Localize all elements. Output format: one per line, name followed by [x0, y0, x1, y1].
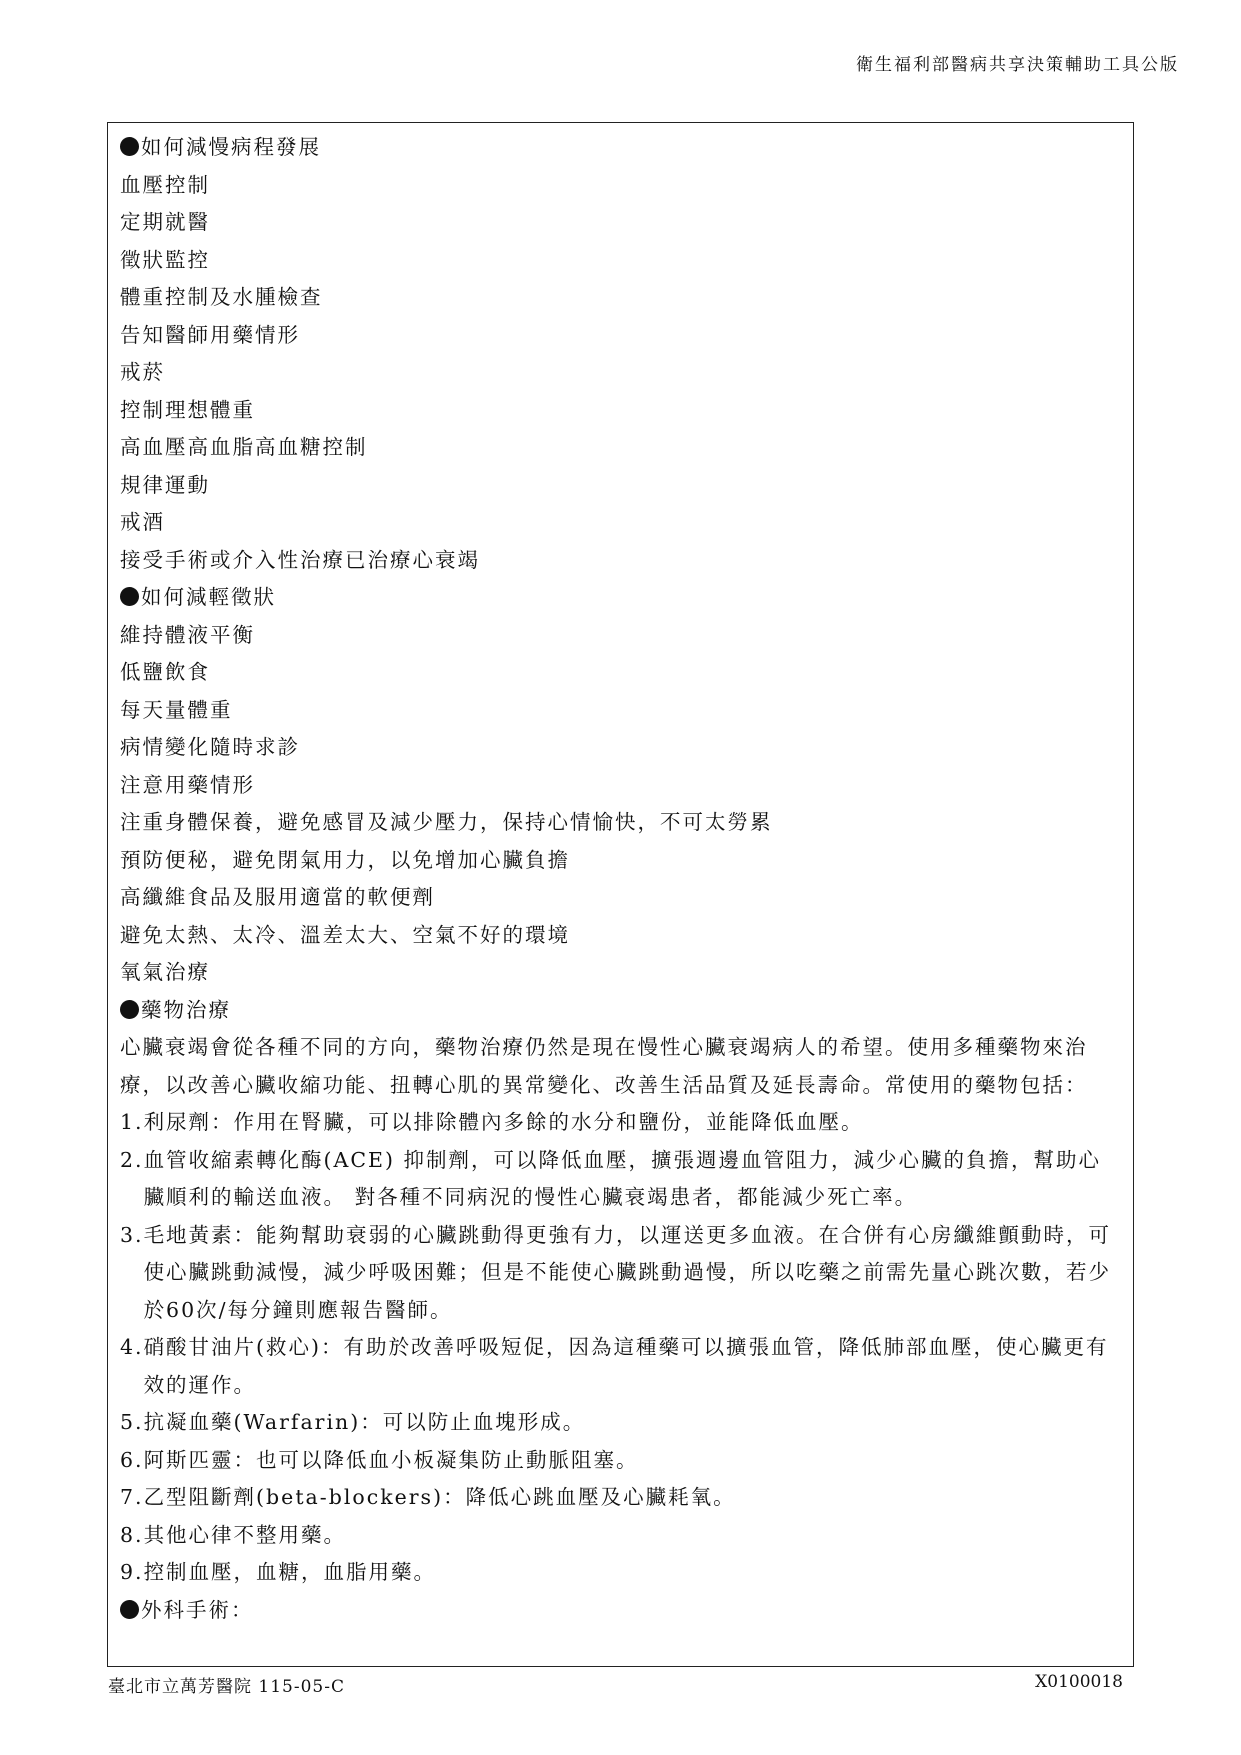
list-item: 徵狀監控 [120, 247, 210, 272]
medication-item [120, 1104, 1119, 1142]
list-item: 規律運動 [120, 472, 210, 497]
section-heading-medication: 藥物治療 [120, 992, 1119, 1030]
slow-progression-list [120, 167, 1119, 580]
medication-item [120, 1404, 1119, 1442]
medication-item [120, 1442, 1119, 1480]
list-item: 高血壓高血脂高血糖控制 [120, 435, 368, 459]
medication-item [120, 1479, 1119, 1517]
section-heading-slow-progression: 如何減慢病程發展 [120, 129, 1119, 167]
list-item: 血壓控制 [120, 172, 210, 197]
list-item: 每天量體重 [120, 697, 233, 722]
item-text: 其他心律不整用藥。 [143, 1522, 347, 1547]
list-item: 戒酒 [120, 510, 165, 534]
list-item: 維持體液平衡 [120, 622, 255, 647]
medication-item [120, 1142, 1119, 1217]
list-item: 控制理想體重 [120, 397, 255, 422]
item-text: 控制血壓，血糖，血脂用藥。 [143, 1560, 437, 1584]
list-item: 戒菸 [120, 360, 165, 384]
item-text: 硝酸甘油片(救心)：有助於改善呼吸短促，因為這種藥可以擴張血管，降低肺部血壓，使心臟更有效的運作。 [143, 1335, 1109, 1397]
list-item: 定期就醫 [120, 210, 210, 234]
reduce-symptoms-list [120, 617, 1119, 992]
list-item: 注重身體保養，避免感冒及減少壓力，保持心情愉快，不可太勞累 [120, 810, 773, 834]
bullet-icon [120, 1600, 139, 1619]
medication-item [120, 1329, 1119, 1404]
item-number: 4. [120, 1335, 144, 1359]
item-number: 1. [120, 1110, 144, 1134]
content-body [120, 129, 1119, 1629]
item-number: 9. [120, 1560, 144, 1584]
bullet-icon [120, 137, 139, 156]
list-item: 避免太熱、太冷、溫差太大、空氣不好的環境 [120, 922, 570, 947]
medication-intro: 心臟衰竭會從各種不同的方向，藥物治療仍然是現在慢性心臟衰竭病人的希望。使用多種藥物來治療，以改善心臟收縮功能、扭轉心肌的異常變化、改善生活品質及延長壽命。常使用的藥物包括： [120, 1035, 1088, 1097]
item-number: 5. [120, 1410, 144, 1434]
list-item: 預防便秘，避免閉氣用力，以免增加心臟負擔 [120, 847, 570, 872]
item-number: 6. [120, 1447, 144, 1472]
list-item: 注意用藥情形 [120, 772, 255, 797]
item-text: 利尿劑：作用在腎臟，可以排除體內多餘的水分和鹽份，並能降低血壓。 [143, 1110, 864, 1134]
item-number: 8. [120, 1522, 144, 1547]
list-item: 氧氣治療 [120, 960, 210, 984]
medication-item [120, 1554, 1119, 1592]
content-frame [107, 122, 1134, 1667]
medication-item [120, 1217, 1119, 1330]
medication-item [120, 1517, 1119, 1555]
bullet-icon [120, 1000, 139, 1019]
list-item: 接受手術或介入性治療已治療心衰竭 [120, 547, 480, 572]
item-number: 3. [120, 1222, 144, 1247]
medication-list [120, 1104, 1119, 1592]
footer-hospital-code: 臺北市立萬芳醫院 115-05-C [108, 1677, 345, 1697]
list-item: 病情變化隨時求診 [120, 735, 300, 759]
list-item: 高纖維食品及服用適當的軟便劑 [120, 885, 435, 909]
document-header: 衛生福利部醫病共享決策輔助工具公版 [856, 55, 1179, 75]
item-text: 抗凝血藥(Warfarin)：可以防止血塊形成。 [143, 1410, 586, 1434]
section-heading-surgery: 外科手術： [120, 1592, 1119, 1630]
bullet-icon [120, 587, 139, 606]
list-item: 告知醫師用藥情形 [120, 322, 300, 347]
item-text: 毛地黃素：能夠幫助衰弱的心臟跳動得更強有力，以運送更多血液。在合併有心房纖維顫動時，可使心臟跳動減慢，減少呼吸困難；但是不能使心臟跳動過慢，所以吃藥之前需先量心跳次數，若少於60次/每分鐘則應報告醫師。 [143, 1222, 1112, 1322]
item-text: 乙型阻斷劑(beta-blockers)：降低心跳血壓及心臟耗氧。 [143, 1485, 736, 1509]
item-number: 2. [120, 1147, 144, 1172]
list-item: 低鹽飲食 [120, 660, 210, 684]
footer-form-id: X0100018 [1035, 1672, 1123, 1692]
item-number: 7. [120, 1485, 144, 1509]
item-text: 阿斯匹靈：也可以降低血小板凝集防止動脈阻塞。 [143, 1447, 639, 1472]
section-heading-reduce-symptoms: 如何減輕徵狀 [120, 579, 1119, 617]
list-item: 體重控制及水腫檢查 [120, 285, 323, 309]
item-text: 血管收縮素轉化酶(ACE) 抑制劑，可以降低血壓，擴張週邊血管阻力，減少心臟的負擔，幫助心臟順利的輸送血液。 對各種不同病況的慢性心臟衰竭患者，都能減少死亡率。 [143, 1147, 1102, 1209]
